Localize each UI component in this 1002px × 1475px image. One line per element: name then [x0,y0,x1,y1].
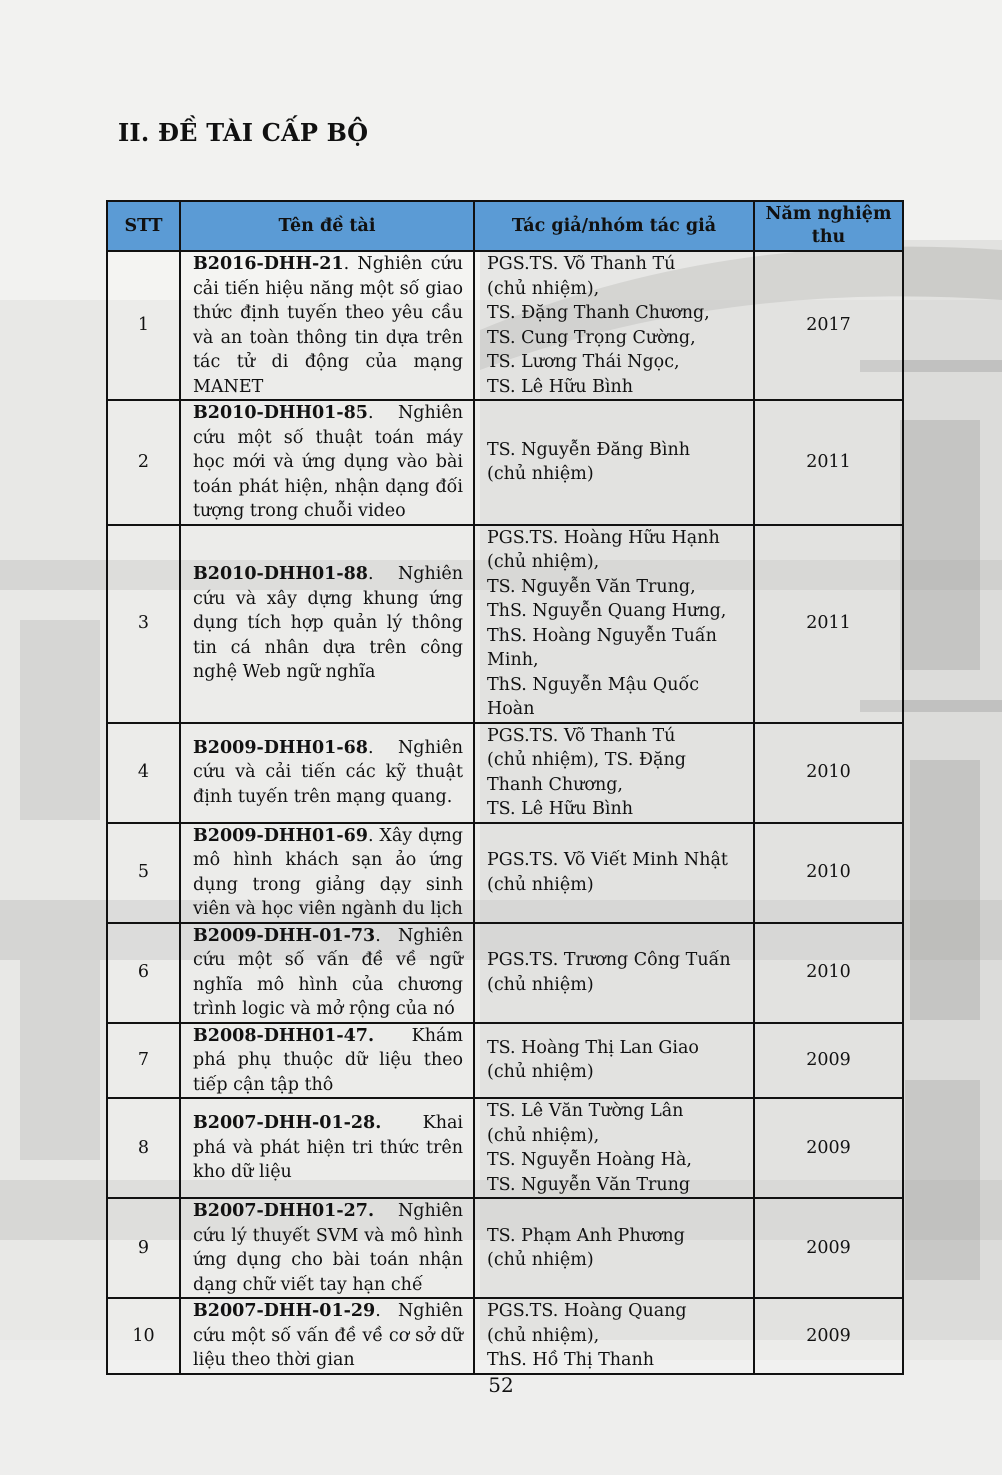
table-row [107,723,903,823]
header-stt: STT [107,201,180,251]
cell-title [180,823,474,923]
project-code: B2009-DHH01-68 [193,737,368,758]
header-authors: Tác giả/nhóm tác giả [474,201,754,251]
project-code: B2007-DHH-01-28. [193,1113,382,1134]
project-title: . Xây dựng mô hình khách sạn ảo ứng dụng trong giảng dạy sinh viên và học viên ngành du lịch [193,825,463,919]
project-code: B2010-DHH01-88 [193,564,368,585]
cell-authors: PGS.TS. Võ Thanh Tú (chủ nhiệm), TS. Đặng Thanh Chương, TS. Lê Hữu Bình [474,723,754,823]
project-code: B2007-DHH-01-29 [193,1301,376,1321]
cell-authors: TS. Hoàng Thị Lan Giao (chủ nhiệm) [474,1023,754,1099]
project-title: . Nghiên cứu cải tiến hiệu năng một số giao thức định tuyến theo yêu cầu và an toàn thông tin dựa trên tác tử di động của mạng MANET [193,254,463,397]
project-title: Khám phá phụ thuộc dữ liệu theo tiếp cận tập thô [193,1025,463,1095]
cell-year: 2009 [754,1298,903,1374]
project-title: Khai phá và phát hiện tri thức trên kho dữ liệu [193,1113,463,1183]
table-header-row [107,201,903,251]
cell-stt: 3 [107,525,180,723]
page-number: 52 [488,1373,514,1397]
cell-year: 2010 [754,723,903,823]
cell-authors: TS. Nguyễn Đăng Bình (chủ nhiệm) [474,400,754,525]
cell-title [180,1198,474,1298]
cell-stt: 6 [107,923,180,1023]
header-title: Tên đề tài [180,201,474,251]
table-row [107,1023,903,1099]
cell-authors: TS. Lê Văn Tường Lân (chủ nhiệm), TS. Nguyễn Hoàng Hà, TS. Nguyễn Văn Trung [474,1098,754,1198]
cell-stt: 8 [107,1098,180,1198]
project-title: . Nghiên cứu một số thuật toán máy học mới và ứng dụng vào bài toán phát hiện, nhận dạng đối tượng trong chuỗi video [193,403,463,521]
project-code: B2016-DHH-21 [193,254,344,274]
cell-stt: 5 [107,823,180,923]
cell-authors: PGS.TS. Hoàng Quang (chủ nhiệm), ThS. Hồ Thị Thanh [474,1298,754,1374]
cell-title [180,400,474,525]
project-title: . Nghiên cứu và cải tiến các kỹ thuật định tuyến trên mạng quang. [193,737,463,807]
project-code: B2009-DHH-01-73 [193,925,376,946]
header-year: Năm nghiệm thu [754,201,903,251]
cell-year: 2010 [754,823,903,923]
cell-year: 2009 [754,1098,903,1198]
project-code: B2008-DHH01-47. [193,1025,375,1046]
cell-stt: 10 [107,1298,180,1374]
cell-year: 2011 [754,525,903,723]
table-row [107,1298,903,1374]
cell-title [180,1098,474,1198]
cell-year: 2011 [754,400,903,525]
table-row [107,1198,903,1298]
section-heading: II. ĐỀ TÀI CẤP BỘ [118,118,369,147]
cell-stt: 2 [107,400,180,525]
cell-title [180,251,474,400]
cell-year: 2017 [754,251,903,400]
table-row [107,400,903,525]
project-code: B2009-DHH01-69 [193,825,368,846]
project-title: Nghiên cứu lý thuyết SVM và mô hình ứng dụng cho bài toán nhận dạng chữ viết tay hạn chế [193,1201,463,1295]
cell-authors: PGS.TS. Võ Viết Minh Nhật (chủ nhiệm) [474,823,754,923]
cell-year: 2010 [754,923,903,1023]
project-title: . Nghiên cứu và xây dựng khung ứng dụng tích hợp quản lý thông tin cá nhân dựa trên công nghệ Web ngữ nghĩa [193,564,463,683]
table-row [107,1098,903,1198]
project-code: B2007-DHH01-27. [193,1201,375,1221]
ministry-projects-table [106,200,904,1375]
cell-authors: PGS.TS. Võ Thanh Tú (chủ nhiệm), TS. Đặng Thanh Chương, TS. Cung Trọng Cường, TS. Lương Thái Ngọc, TS. Lê Hữu Bình [474,251,754,400]
table-row [107,251,903,400]
cell-title [180,923,474,1023]
table-row [107,823,903,923]
table-row [107,923,903,1023]
cell-title [180,723,474,823]
cell-year: 2009 [754,1198,903,1298]
cell-stt: 7 [107,1023,180,1099]
cell-authors: TS. Phạm Anh Phương (chủ nhiệm) [474,1198,754,1298]
table-row [107,525,903,723]
cell-stt: 1 [107,251,180,400]
cell-stt: 4 [107,723,180,823]
cell-authors: PGS.TS. Trương Công Tuấn (chủ nhiệm) [474,923,754,1023]
cell-title [180,1298,474,1374]
project-title: . Nghiên cứu một số vấn đề về cơ sở dữ liệu theo thời gian [193,1301,463,1370]
cell-stt: 9 [107,1198,180,1298]
cell-title [180,525,474,723]
cell-title [180,1023,474,1099]
project-code: B2010-DHH01-85 [193,403,368,423]
cell-year: 2009 [754,1023,903,1099]
cell-authors: PGS.TS. Hoàng Hữu Hạnh (chủ nhiệm), TS. Nguyễn Văn Trung, ThS. Nguyễn Quang Hưng, ThS. Hoàng Nguyễn Tuấn Minh, ThS. Nguyễn Mậu Quốc Hoàn [474,525,754,723]
project-title: . Nghiên cứu một số vấn đề về ngữ nghĩa mô hình của chương trình logic và mở rộng của nó [193,925,463,1019]
